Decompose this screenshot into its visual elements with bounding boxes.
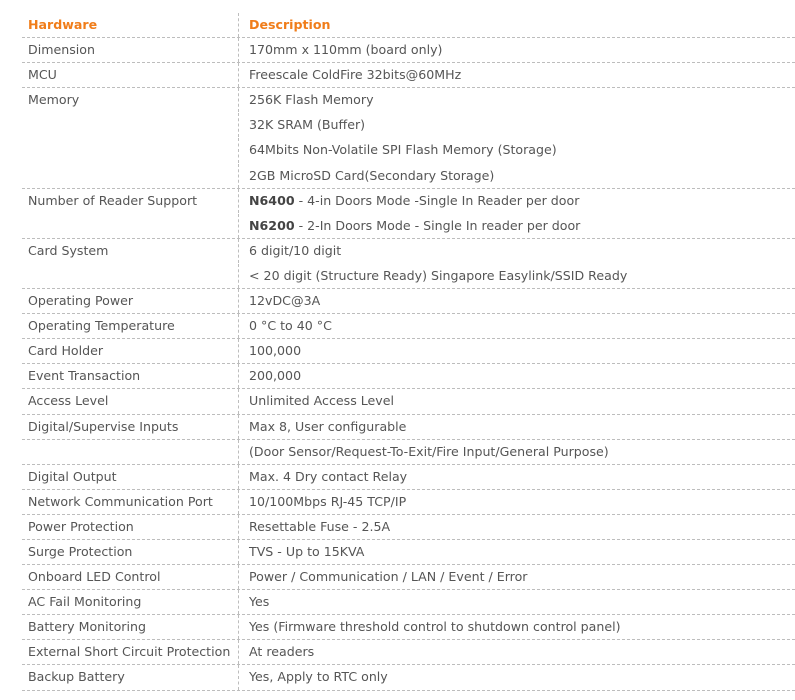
row-value [239,189,795,213]
model-description: - 2-In Doors Mode - Single In reader per door [294,217,581,233]
row-label: AC Fail Monitoring [22,590,239,614]
row-value: At readers [249,644,315,660]
row-label: Power Protection [22,515,239,539]
row-value: 170mm x 110mm (board only) [249,42,443,58]
table-row [22,515,795,540]
table-row [22,415,795,440]
table-header-row [22,13,795,38]
row-label: Dimension [22,38,239,62]
table-row [22,615,795,640]
table-row [22,565,795,590]
row-label-empty [22,440,239,464]
row-label: MCU [22,63,239,87]
table-row-continued [22,214,795,239]
spec-table [22,13,795,691]
row-label: Operating Temperature [22,314,239,338]
row-label: Onboard LED Control [22,565,239,589]
row-value: Yes (Firmware threshold control to shutdown control panel) [249,619,621,635]
row-value: < 20 digit (Structure Ready) Singapore Easylink/SSID Ready [249,267,628,283]
row-value: Power / Communication / LAN / Event / Error [249,569,528,585]
row-label-empty [22,214,239,238]
row-value: Max. 4 Dry contact Relay [249,468,408,484]
table-row-continued [22,138,795,163]
table-row [22,339,795,364]
table-row [22,239,795,264]
table-row [22,640,795,665]
row-value: 10/100Mbps RJ-45 TCP/IP [249,493,407,509]
row-value: 256K Flash Memory [249,92,374,108]
row-label: Memory [22,88,239,112]
header-description: Description [249,17,331,32]
row-value: Yes [249,594,270,610]
table-row [22,38,795,63]
model-name: N6400 [249,192,295,208]
row-label: Number of Reader Support [22,189,239,213]
row-label: Battery Monitoring [22,615,239,639]
row-label: External Short Circuit Protection [22,640,239,664]
table-row [22,540,795,565]
row-label-empty [22,113,239,137]
row-value: (Door Sensor/Request-To-Exit/Fire Input/General Purpose) [249,443,609,459]
row-value: 6 digit/10 digit [249,242,342,258]
row-label: Backup Battery [22,665,239,689]
row-label: Card Holder [22,339,239,363]
row-label: Surge Protection [22,540,239,564]
table-row [22,63,795,88]
row-label-empty [22,264,239,288]
row-value: 100,000 [249,343,302,359]
table-row-continued [22,164,795,189]
table-row-continued [22,113,795,138]
model-name: N6200 [249,217,295,233]
header-hardware: Hardware [22,13,239,37]
table-row [22,590,795,615]
row-label: Digital/Supervise Inputs [22,415,239,439]
table-row [22,88,795,113]
row-label: Operating Power [22,289,239,313]
row-value: Yes, Apply to RTC only [249,669,388,685]
table-row-continued [22,440,795,465]
row-value: TVS - Up to 15KVA [249,543,365,559]
row-label: Card System [22,239,239,263]
row-label: Event Transaction [22,364,239,388]
row-value: Max 8, User configurable [249,418,407,434]
row-value: Freescale ColdFire 32bits@60MHz [249,67,462,83]
row-value: 0 °C to 40 °C [249,318,332,334]
table-row [22,289,795,314]
table-row [22,189,795,214]
table-row [22,490,795,515]
row-value: 2GB MicroSD Card(Secondary Storage) [249,167,495,183]
row-value: 32K SRAM (Buffer) [249,117,366,133]
row-value: Unlimited Access Level [249,393,395,409]
row-value: Resettable Fuse - 2.5A [249,518,391,534]
model-description: - 4-in Doors Mode -Single In Reader per door [294,192,580,208]
table-row [22,389,795,414]
row-label: Access Level [22,389,239,413]
table-row [22,665,795,690]
table-row-continued [22,264,795,289]
row-label-empty [22,138,239,162]
row-value: 64Mbits Non-Volatile SPI Flash Memory (Storage) [249,142,557,158]
row-label-empty [22,164,239,188]
row-value: 200,000 [249,368,302,384]
row-label: Digital Output [22,465,239,489]
row-value: 12vDC@3A [249,293,321,309]
table-row [22,314,795,339]
row-label: Network Communication Port [22,490,239,514]
table-row [22,465,795,490]
table-row [22,364,795,389]
row-value [239,214,795,238]
